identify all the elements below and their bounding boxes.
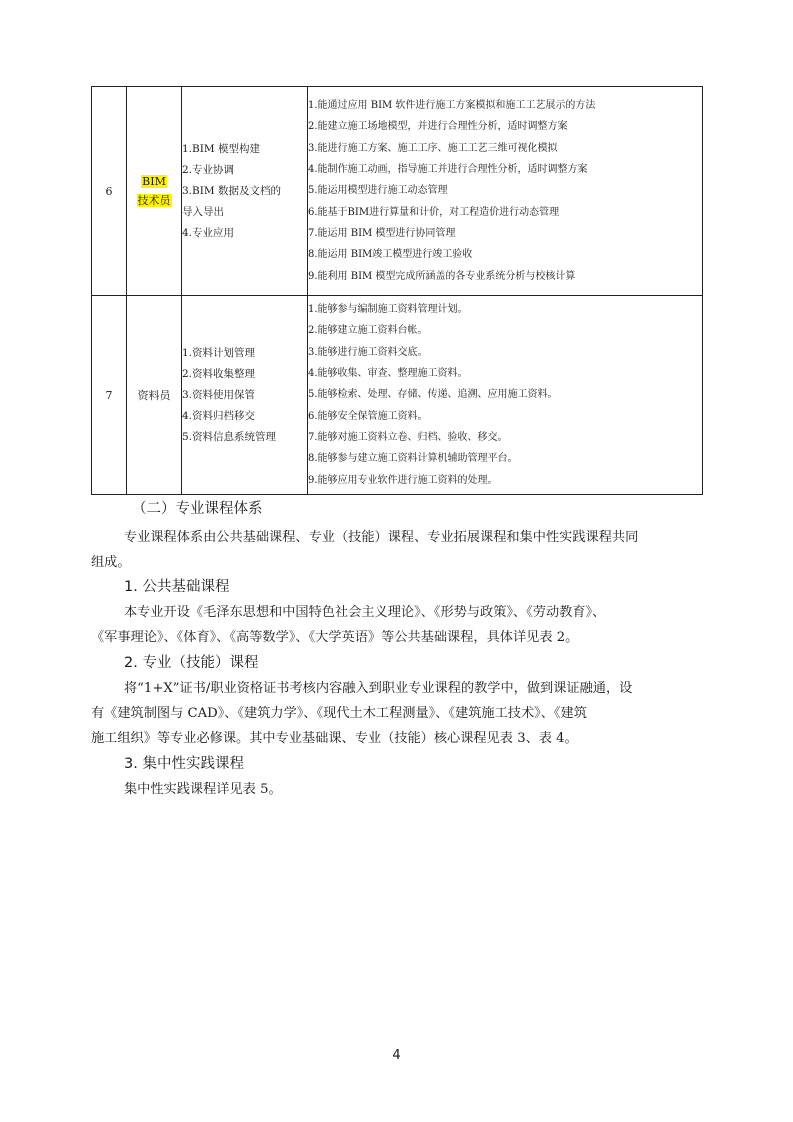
ability-item: 8.能够参与建立施工资料计算机辅助管理平台。 [308, 453, 518, 465]
role-cell [127, 296, 182, 495]
task-item: 2.资料收集整理 [182, 367, 256, 380]
task-item: 4.专业应用 [182, 226, 235, 239]
ability-item: 5.能够检索、处理、存储、传递、追溯、应用施工资料。 [308, 389, 558, 401]
task-item: 5.资料信息系统管理 [182, 430, 277, 443]
ability-item: 1.能通过应用 BIM 软件进行施工方案模拟和施工工艺展示的方法 [308, 100, 596, 112]
ability-item: 4.能制作施工动画，指导施工并进行合理性分析，适时调整方案 [308, 164, 588, 176]
task-item: 3.BIM 数据及文档的 [182, 184, 281, 197]
task-item: 2.专业协调 [182, 163, 235, 176]
ability-item: 4.能够收集、审查、整理施工资料。 [308, 368, 468, 380]
task-cell [182, 87, 308, 296]
row-number: 6 [92, 87, 127, 296]
role-name-line2: 技术员 [137, 194, 171, 207]
ability-item: 6.能够安全保管施工资料。 [308, 410, 428, 422]
table-row [92, 296, 703, 495]
paragraph-line: 集中性实践课程详见表 5。 [124, 782, 282, 797]
ability-item: 2.能够建立施工资料台帐。 [308, 325, 428, 337]
role-cell [127, 87, 182, 296]
task-item: 1.BIM 模型构建 [182, 142, 260, 155]
ability-item: 5.能运用模型进行施工动态管理 [308, 185, 448, 197]
subsection-title-public-courses: 1. 公共基础课程 [124, 579, 230, 595]
section-heading: （二）专业课程体系 [132, 501, 263, 517]
ability-cell [308, 296, 703, 495]
ability-cell [308, 87, 703, 296]
ability-item: 7.能够对施工资料立卷、归档、验收、移交。 [308, 431, 508, 443]
paragraph-line: 有《建筑制图与 CAD》、《建筑力学》、《现代土木工程测量》、《建筑施工技术》、《建筑 [91, 706, 587, 721]
paragraph-line: 本专业开设《毛泽东思想和中国特色社会主义理论》、《形势与政策》、《劳动教育》、 [124, 605, 606, 620]
task-item: 1.资料计划管理 [182, 346, 256, 359]
task-item: 导入导出 [182, 205, 224, 218]
task-cell [182, 296, 308, 495]
ability-item: 6.能基于BIM进行算量和计价，对工程造价进行动态管理 [308, 206, 560, 218]
ability-item: 2.能建立施工场地模型，并进行合理性分析，适时调整方案 [308, 121, 568, 133]
table-row [92, 87, 703, 296]
ability-item: 3.能进行施工方案、施工工序、施工工艺三维可视化模拟 [308, 142, 558, 154]
paragraph-line: 《军事理论》、《体育》、《高等数学》、《大学英语》等公共基础课程，具体详见表 2。 [91, 630, 579, 645]
ability-item: 9.能够应用专业软件进行施工资料的处理。 [308, 474, 498, 486]
task-item: 4.资料归档移交 [182, 409, 256, 422]
row-number: 7 [92, 296, 127, 495]
ability-item: 8.能运用 BIM竣工模型进行竣工验收 [308, 249, 473, 261]
competency-table [91, 86, 703, 495]
ability-item: 7.能运用 BIM 模型进行协同管理 [308, 227, 456, 239]
paragraph-line: 施工组织》等专业必修课。其中专业基础课、专业（技能）核心课程见表 3、表 4。 [91, 731, 578, 746]
paragraph-line: 将“1+X”证书/职业资格证书考核内容融入到职业专业课程的教学中，做到课证融通，设 [124, 681, 633, 696]
section-intro-line: 组成。 [91, 555, 131, 570]
subsection-title-practice-courses: 3. 集中性实践课程 [124, 756, 244, 772]
ability-item: 1.能够参与编制施工资料管理计划。 [308, 304, 468, 316]
page-number: 4 [392, 1048, 401, 1063]
role-name-line1: BIM [142, 175, 166, 188]
section-intro-line: 专业课程体系由公共基础课程、专业（技能）课程、专业拓展课程和集中性实践课程共同 [124, 530, 639, 545]
ability-item: 9.能利用 BIM 模型完成所涵盖的各专业系统分析与校核计算 [308, 270, 576, 282]
task-item: 3.资料使用保管 [182, 388, 256, 401]
subsection-title-professional-courses: 2. 专业（技能）课程 [124, 655, 259, 671]
role-name-line1: 资料员 [137, 388, 171, 402]
ability-item: 3.能够进行施工资料交底。 [308, 346, 428, 358]
